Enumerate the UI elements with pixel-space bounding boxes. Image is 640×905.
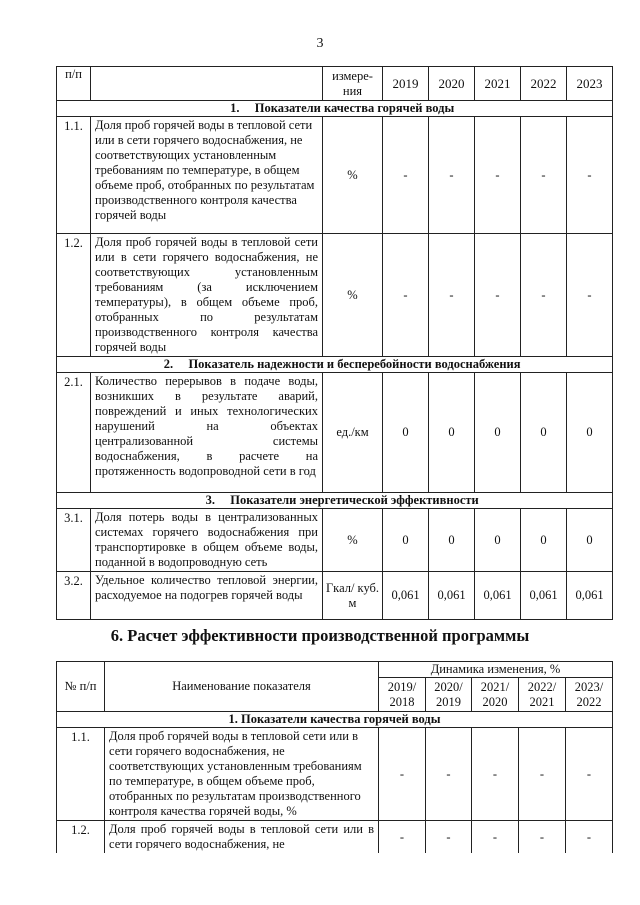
row-value: 0	[429, 509, 475, 572]
row-description	[105, 821, 379, 854]
dynamics-header: Динамика изменения, %	[379, 662, 613, 678]
period-header: 2022/	[527, 679, 557, 694]
row-value: -	[383, 117, 429, 234]
row-value: 0,061	[383, 572, 429, 620]
col-num-header: п/п	[57, 67, 91, 101]
row-value: 0,061	[567, 572, 613, 620]
table-row	[57, 117, 613, 234]
col-year-header: 2022	[521, 67, 567, 101]
row-value: -	[519, 728, 566, 821]
row-value: -	[426, 821, 472, 854]
row-description: Количество перерывов в подаче воды, возникших в результате аварий, повреждений и иных технологических нарушений на объектах централизованной системы водоснабжения, в расчете на протяженность водопроводной сети в год	[91, 373, 323, 493]
row-value: 0	[521, 373, 567, 493]
row-value: -	[429, 234, 475, 357]
row-value: 0	[475, 373, 521, 493]
row-description: Доля проб горячей воды в тепловой сети или в сети горячего водоснабжения, не соответствующих установленным требованиям по температуре, в общем объеме проб, отобранных по результатам производственного контроля качества горячей воды	[91, 117, 323, 234]
row-value: -	[566, 728, 613, 821]
period-header: 2021/	[480, 679, 510, 694]
row-number: 1.2.	[57, 234, 91, 357]
period-header: 2022	[576, 694, 602, 709]
row-description: Удельное количество тепловой энергии, расходуемое на подогрев горячей воды	[91, 572, 323, 620]
row-value: 0,061	[521, 572, 567, 620]
table-row	[57, 234, 613, 357]
row-value: 0	[383, 509, 429, 572]
col-num-header: № п/п	[57, 662, 105, 712]
section-number: 3.	[205, 493, 215, 507]
col-year-header: 2023	[567, 67, 613, 101]
col-name-header	[91, 67, 323, 101]
row-value: 0,061	[475, 572, 521, 620]
table-header-row	[57, 662, 613, 678]
row-number: 1.1.	[57, 117, 91, 234]
table-row	[57, 728, 613, 821]
period-header: 2018	[389, 694, 415, 709]
row-value: -	[379, 821, 426, 854]
row-value: 0	[567, 509, 613, 572]
col-year-header: 2020	[429, 67, 475, 101]
row-value: -	[379, 728, 426, 821]
row-value: -	[566, 821, 613, 854]
row-unit: ед./км	[323, 373, 383, 493]
col-year-header: 2019	[383, 67, 429, 101]
row-unit: %	[323, 509, 383, 572]
col-name-header: Наименование показателя	[105, 662, 379, 712]
row-number: 3.2.	[57, 572, 91, 620]
col-year-header: 2021	[475, 67, 521, 101]
period-header: 2020	[482, 694, 508, 709]
table-row	[57, 373, 613, 493]
row-number: 2.1.	[57, 373, 91, 493]
row-value: -	[567, 234, 613, 357]
row-number: 1.2.	[57, 821, 105, 854]
period-header: 2019	[436, 694, 461, 709]
row-value: -	[472, 821, 519, 854]
section-heading: 6. Расчет эффективности производственной программы	[110, 626, 530, 645]
row-value: 0	[429, 373, 475, 493]
row-value: -	[519, 821, 566, 854]
row-value: 0	[521, 509, 567, 572]
col-unit-header: измере-ния	[323, 67, 383, 101]
section-row	[57, 357, 613, 373]
period-header: 2020/	[434, 679, 463, 694]
section-title: Показатель надежности и бесперебойности водоснабжения	[188, 357, 521, 371]
table-row	[57, 821, 613, 854]
table-row	[57, 572, 613, 620]
row-unit: %	[323, 234, 383, 357]
row-value: -	[429, 117, 475, 234]
row-value: -	[567, 117, 613, 234]
row-number: 1.1.	[57, 728, 105, 821]
section-row	[57, 101, 613, 117]
row-value: 0,061	[429, 572, 475, 620]
period-header: 2019/	[387, 679, 417, 694]
row-description: Доля проб горячей воды в тепловой сети или в сети горячего водоснабжения, не соответствующих установленным требованиям по температуре, в общем объеме проб, отобранных по результатам производственного контроля качества горячей воды, %	[105, 728, 379, 821]
row-number: 3.1.	[57, 509, 91, 572]
row-unit: %	[323, 117, 383, 234]
section-row	[57, 712, 613, 728]
section-title: Показатели качества горячей воды	[254, 101, 455, 115]
period-header: 2023/	[574, 679, 604, 694]
efficiency-table	[56, 661, 613, 853]
row-description: Доля потерь воды в централизованных системах горячего водоснабжения при транспортировке в общем объеме воды, поданной в водопроводную сеть	[91, 509, 323, 572]
row-value: -	[475, 117, 521, 234]
table-header-row	[57, 67, 613, 101]
row-value: -	[383, 234, 429, 357]
section-title: Показатели энергетической эффективности	[230, 493, 479, 507]
indicators-table	[56, 66, 613, 620]
row-value: 0	[383, 373, 429, 493]
section-title: 1. Показатели качества горячей воды	[57, 712, 613, 728]
row-value: 0	[475, 509, 521, 572]
page-number: 3	[316, 36, 324, 51]
section-number: 2.	[163, 357, 174, 371]
row-description-text: Доля проб горячей воды в тепловой сети или в сети горячего водоснабжения, не	[109, 822, 374, 851]
row-value: -	[426, 728, 472, 821]
row-description: Доля проб горячей воды в тепловой сети или в сети горячего водоснабжения, не соответствующих установленным требованиям (за исключением температуры), в общем объеме проб, отобранных по результатам производственного контроля качества горячей воды	[91, 234, 323, 357]
row-value: -	[521, 234, 567, 357]
table-row	[57, 509, 613, 572]
row-unit: Гкал/ куб. м	[323, 572, 383, 620]
section-row	[57, 493, 613, 509]
period-header: 2021	[529, 694, 555, 709]
row-value: -	[521, 117, 567, 234]
row-value: -	[472, 728, 519, 821]
section-number: 1.	[230, 101, 240, 115]
row-value: -	[475, 234, 521, 357]
row-value: 0	[567, 373, 613, 493]
